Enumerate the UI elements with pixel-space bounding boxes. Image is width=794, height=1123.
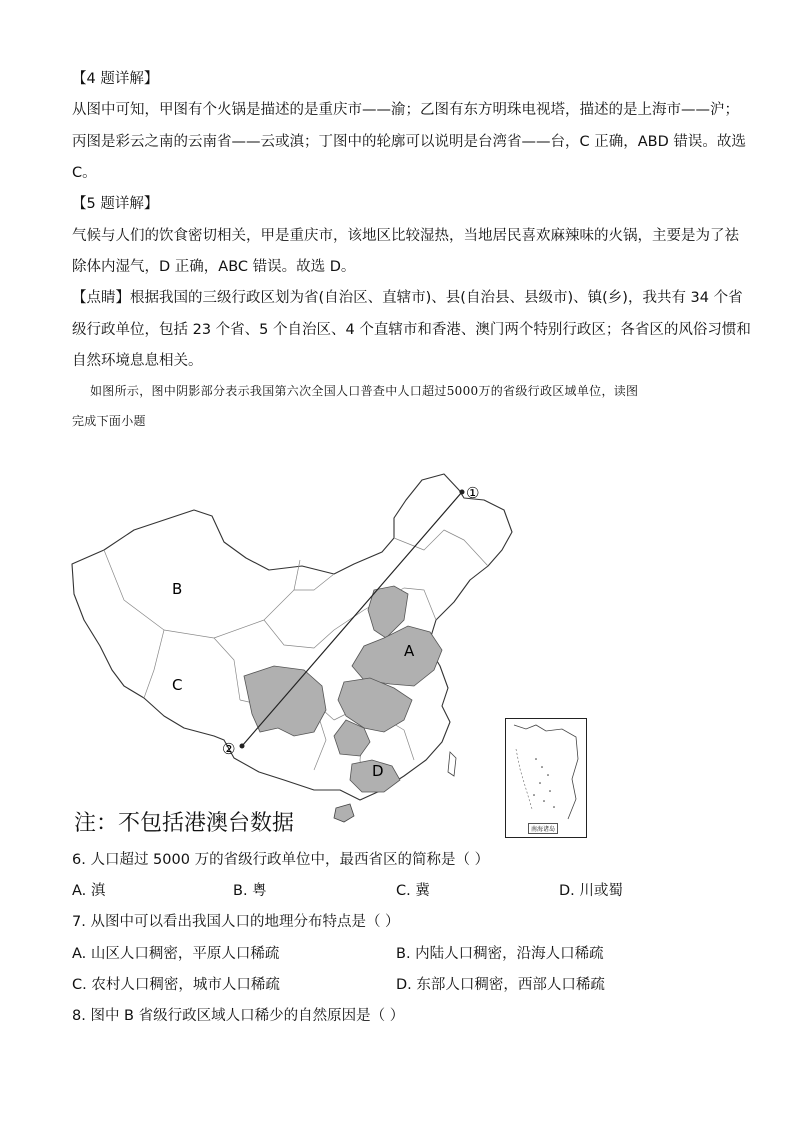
question-6-stem: 6. 人口超过 5000 万的省级行政单位中，最西省区的简称是（ ） [72,852,490,868]
map-label-b: B [172,580,183,598]
q4-explanation-line: C。 [72,165,97,181]
south-china-sea-inset [505,718,587,838]
point-2-marker: ② [222,740,236,758]
inset-label: 南海诸岛 [528,823,558,834]
map-note: 注：不包括港澳台数据 [74,811,295,836]
q7-option-d[interactable]: D. 东部人口稠密，西部人口稀疏 [396,977,605,993]
inset-map [506,719,586,837]
shaded-province-east [352,626,442,686]
q4-explanation-line: 从图中可知，甲图有个火锅是描述的是重庆市——渝；乙图有东方明珠电视塔，描述的是上海市——沪； [72,102,739,118]
q7-option-b[interactable]: B. 内陆人口稠密，沿海人口稀疏 [396,946,604,962]
tip-line: 自然环境息息相关。 [72,353,203,369]
q7-option-c[interactable]: C. 农村人口稠密，城市人口稀疏 [72,977,280,993]
map-label-c: C [172,676,183,694]
q5-heading: 【5 题详解】 [72,196,159,212]
tip-line: 级行政单位，包括 23 个省、5 个自治区、4 个直辖市和香港、澳门两个特别行政区；各省区的风俗习惯和 [72,322,751,338]
tip-line: 【点睛】根据我国的三级行政区划为省(自治区、直辖市)、县(自治县、县级市)、镇(乡)，我共有 34 个省 [72,290,743,306]
line-endpoint [240,744,245,749]
q6-option-d[interactable]: D. 川或蜀 [559,883,623,899]
map-caption-line: 如图所示，图中阴影部分表示我国第六次全国人口普查中人口超过5000万的省级行政区域单位，读图 [90,384,639,398]
map-label-d: D [372,762,384,780]
map-label-a: A [404,642,415,660]
q4-explanation-line: 丙图是彩云之南的云南省——云或滇；丁图中的轮廓可以说明是台湾省——台，C 正确，ABD 错误。故选 [72,134,746,150]
shaded-provinces [244,586,442,792]
q5-explanation-line: 气候与人们的饮食密切相关，甲是重庆市，该地区比较湿热，当地居民喜欢麻辣味的火锅，主要是为了祛 [72,228,739,244]
question-7-stem: 7. 从图中可以看出我国人口的地理分布特点是（ ） [72,914,400,930]
china-outline [72,474,512,800]
q4-heading: 【4 题详解】 [72,71,159,87]
hainan-island [334,804,354,822]
q6-option-b[interactable]: B. 粤 [233,883,267,899]
map-caption-line: 完成下面小题 [72,414,146,428]
q7-option-a[interactable]: A. 山区人口稠密，平原人口稀疏 [72,946,280,962]
point-1-marker: ① [466,484,480,502]
q6-option-a[interactable]: A. 滇 [72,883,106,899]
q6-option-c[interactable]: C. 冀 [396,883,430,899]
taiwan-island [448,752,456,776]
line-endpoint [460,490,465,495]
shaded-province-sichuan [244,666,326,736]
question-8-stem: 8. 图中 B 省级行政区域人口稀少的自然原因是（ ） [72,1008,405,1024]
q5-explanation-line: 除体内湿气，D 正确，ABC 错误。故选 D。 [72,259,356,275]
